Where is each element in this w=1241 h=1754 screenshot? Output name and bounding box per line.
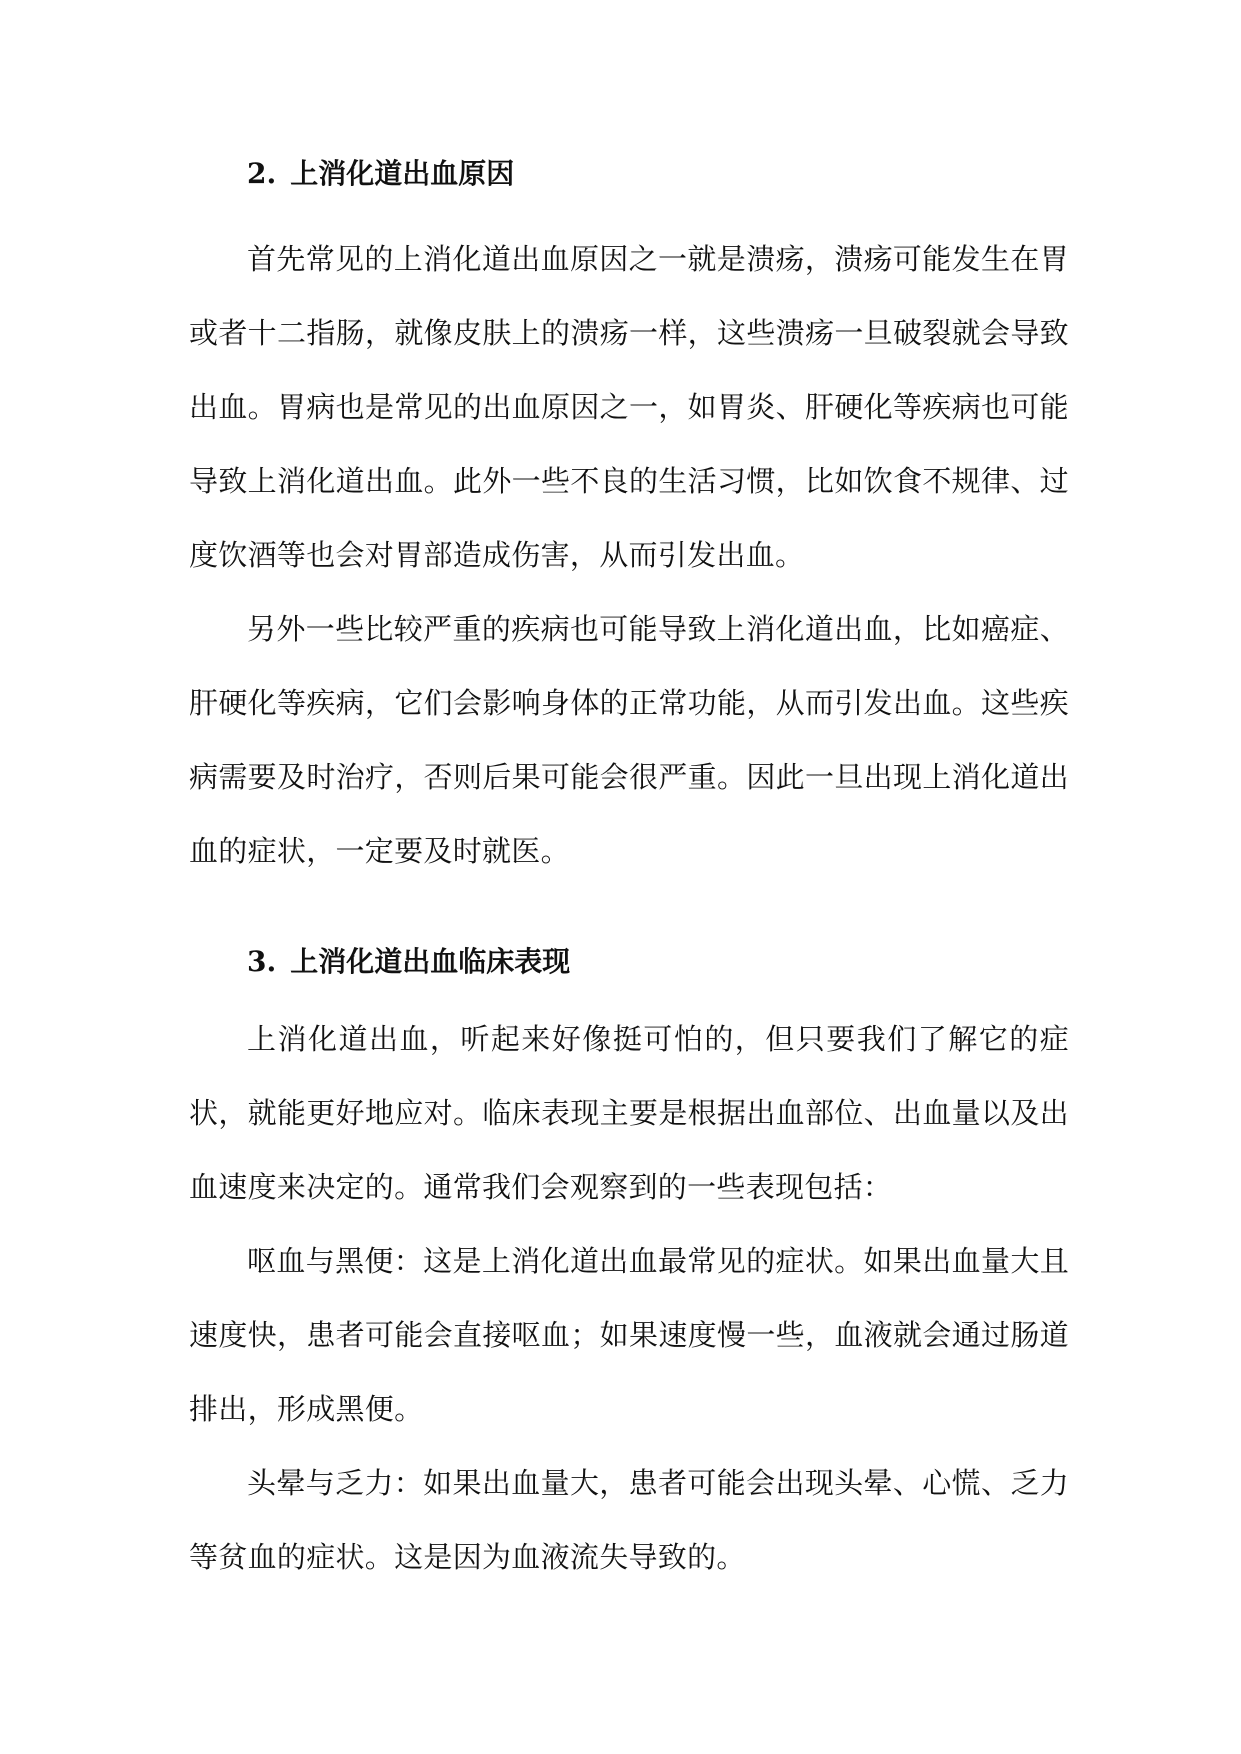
paragraph: 呕血与黑便：这是上消化道出血最常见的症状。如果出血量大且速度快，患者可能会直接呕血；如果速度慢一些，血液就会通过肠道排出，形成黑便。 <box>189 1244 1069 1426</box>
section-title: 上消化道出血原因 <box>290 157 515 190</box>
section-bleeding-causes <box>189 150 1069 888</box>
section-number: 3. <box>247 945 277 978</box>
section-title: 上消化道出血临床表现 <box>290 945 571 978</box>
paragraph: 上消化道出血，听起来好像挺可怕的，但只要我们了解它的症状，就能更好地应对。临床表现主要是根据出血部位、出血量以及出血速度来决定的。通常我们会观察到的一些表现包括： <box>189 1022 1069 1204</box>
section-number: 2. <box>247 157 277 190</box>
paragraph: 首先常见的上消化道出血原因之一就是溃疡，溃疡可能发生在胃或者十二指肠，就像皮肤上的溃疡一样，这些溃疡一旦破裂就会导致出血。胃病也是常见的出血原因之一，如胃炎、肝硬化等疾病也可能导致上消化道出血。此外一些不良的生活习惯，比如饮食不规律、过度饮酒等也会对胃部造成伤害，从而引发出血。 <box>189 242 1069 572</box>
paragraph: 另外一些比较严重的疾病也可能导致上消化道出血，比如癌症、肝硬化等疾病，它们会影响身体的正常功能，从而引发出血。这些疾病需要及时治疗，否则后果可能会很严重。因此一旦出现上消化道出血的症状，一定要及时就医。 <box>189 612 1069 868</box>
section-clinical-manifestations <box>189 938 1069 1594</box>
paragraph: 头晕与乏力：如果出血量大，患者可能会出现头晕、心慌、乏力等贫血的症状。这是因为血液流失导致的。 <box>189 1466 1069 1574</box>
section-heading <box>189 938 1069 986</box>
section-heading <box>189 150 1069 198</box>
